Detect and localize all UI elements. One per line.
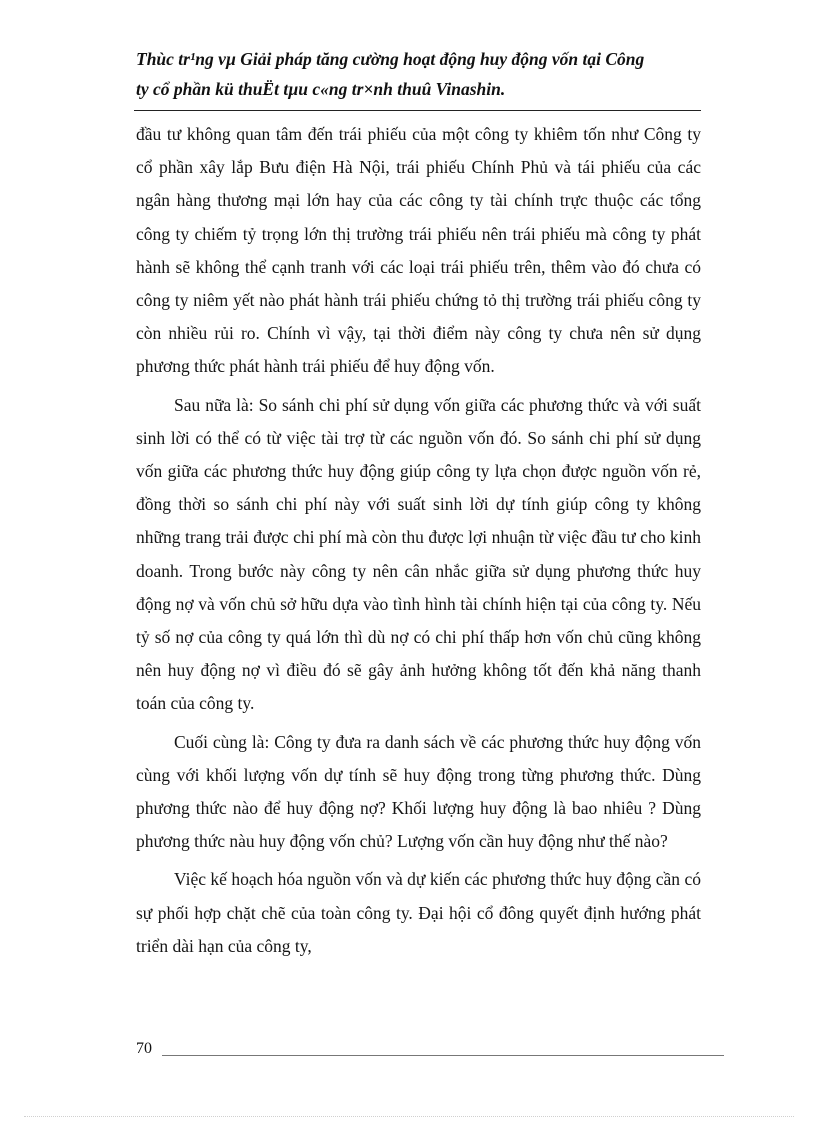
running-header xyxy=(136,44,701,104)
header-divider xyxy=(134,110,701,111)
paragraph-cost-comparison: Sau nữa là: So sánh chi phí sử dụng vốn giữa các phương thức và với suất sinh lời có thể có từ việc tài trợ từ các nguồn vốn đó. So sánh chi phí sử dụng vốn giữa các phương thức huy động giúp công ty lựa chọn được nguồn vốn rẻ, đồng thời so sánh chi phí này với suất sinh lời dự tính giúp công ty không những trang trải được chi phí mà còn thu được lợi nhuận từ việc đầu tư cho kinh doanh. Trong bước này công ty nên cân nhắc giữa sử dụng phương thức huy động nợ và vốn chủ sở hữu dựa vào tình hình tài chính hiện tại của công ty. Nếu tỷ số nợ của công ty quá lớn thì dù nợ có chi phí thấp hơn vốn chủ cũng không nên huy động nợ vì điều đó sẽ gây ảnh hưởng không tốt đến khả năng thanh toán của công ty. xyxy=(136,394,701,714)
body-text xyxy=(136,118,701,968)
paragraph-continuation: đầu tư không quan tâm đến trái phiếu của một công ty khiêm tốn như Công ty cổ phần xây lắp Bưu điện Hà Nội, trái phiếu Chính Phủ và tái phiếu của các ngân hàng thương mại lớn hay của các công ty tài chính trực thuộc các tổng công ty chiếm tỷ trọng lớn thị trường trái phiếu nên trái phiếu mà công ty phát hành sẽ không thể cạnh tranh với các loại trái phiếu trên, thêm vào đó chưa có công ty niêm yết nào phát hành trái phiếu chứng tỏ thị trường trái phiếu công ty còn nhiều rủi ro. Chính vì vậy, tại thời điểm này công ty chưa nên sử dụng phương thức phát hành trái phiếu để huy động vốn. xyxy=(136,124,701,377)
paragraph-final-step: Cuối cùng là: Công ty đưa ra danh sách về các phương thức huy động vốn cùng với khối lượng vốn dự tính sẽ huy động trong từng phương thức. Dùng phương thức nào để huy động nợ? Khối lượng huy động là bao nhiêu ? Dùng phương thức nàu huy động vốn chủ? Lượng vốn cần huy động như thế nào? xyxy=(136,731,701,852)
page-bottom-border xyxy=(24,1116,794,1117)
page-footer xyxy=(136,1038,726,1062)
header-title-line-1: Thùc tr¹ng vµ Giải pháp tăng cường hoạt động huy động vốn tại Công xyxy=(136,49,645,69)
paragraph-planning: Việc kế hoạch hóa nguồn vốn và dự kiến các phương thức huy động cần có sự phối hợp chặt chẽ của toàn công ty. Đại hội cổ đông quyết định hướng phát triển dài hạn của công ty, xyxy=(136,869,701,956)
page-number: 70 xyxy=(136,1040,152,1057)
header-title-line-2: ty cổ phần kü thuËt tµu c«ng tr×nh thuû Vinashin. xyxy=(136,79,506,99)
footer-divider xyxy=(162,1055,724,1056)
